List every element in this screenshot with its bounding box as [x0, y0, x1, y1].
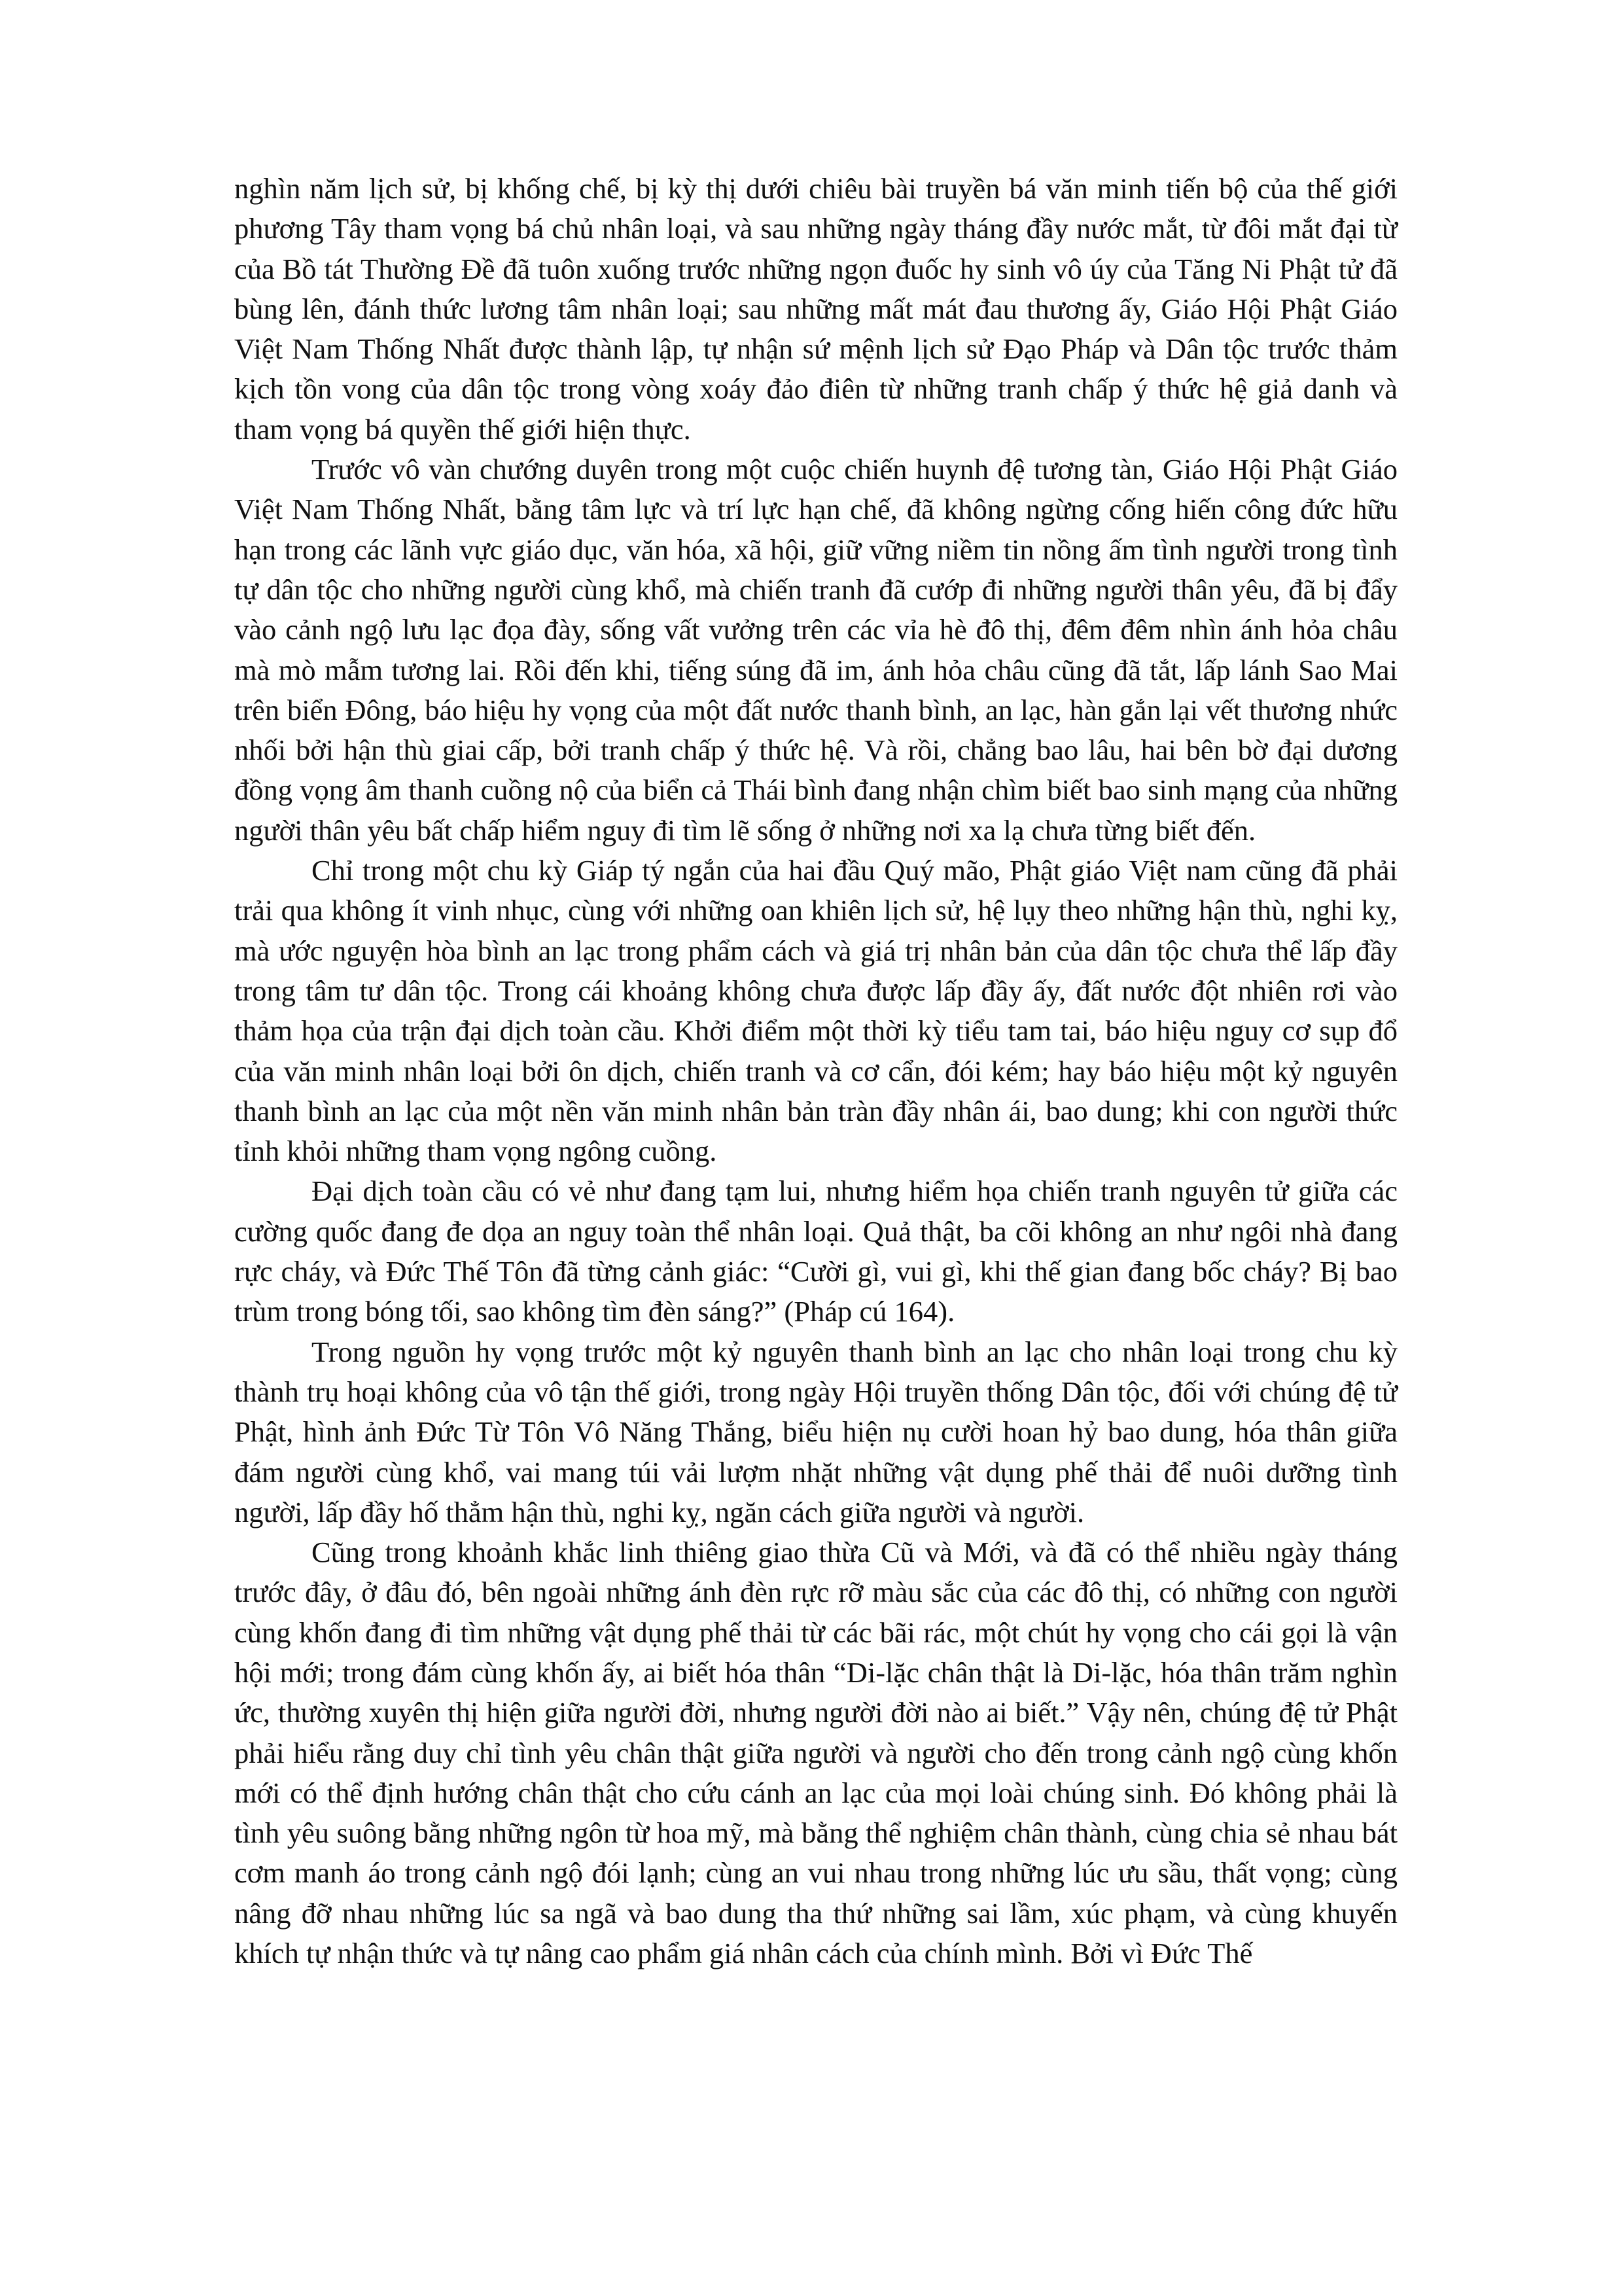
paragraph-4: Đại dịch toàn cầu có vẻ như đang tạm lui, nhưng hiểm họa chiến tranh nguyên tử giữa các cường quốc đang đe dọa an nguy toàn thể nhân loại. Quả thật, ba cõi không an như ngôi nhà đang rực cháy, và Đức Thế Tôn đã từng cảnh giác: “Cười gì, vui gì, khi thế gian đang bốc cháy? Bị bao trùm trong bóng tối, sao không tìm đèn sáng?” (Pháp cú 164).	[234, 1174, 1398, 1328]
paragraph-6: Cũng trong khoảnh khắc linh thiêng giao thừa Cũ và Mới, và đã có thể nhiều ngày tháng trước đây, ở đâu đó, bên ngoài những ánh đèn rực rỡ màu sắc của các đô thị, có những con người cùng khốn đang đi tìm những vật dụng phế thải từ các bãi rác, một chút hy vọng cho cái gọi là vận hội mới; trong đám cùng khốn ấy, ai biết hóa thân “Di-lặc chân thật là Di-lặc, hóa thân trăm nghìn ức, thường xuyên thị hiện giữa người đời, nhưng người đời nào ai biết.” Vậy nên, chúng đệ tử Phật phải hiểu rằng duy chỉ tình yêu chân thật giữa người và người cho đến trong cảnh ngộ cùng khốn mới có thể định hướng chân thật cho cứu cánh an lạc của mọi loài chúng sinh. Đó không phải là tình yêu suông bằng những ngôn từ hoa mỹ, mà bằng thể nghiệm chân thành, cùng chia sẻ nhau bát cơm manh áo trong cảnh ngộ đói lạnh; cùng an vui nhau trong những lúc ưu sầu, thất vọng; cùng nâng đỡ nhau những lúc sa ngã và bao dung tha thứ những sai lầm, xúc phạm, và cùng khuyến khích tự nhận thức và tự nâng cao phẩm giá nhân cách của chính mình. Bởi vì Đức Thế	[234, 1536, 1398, 1970]
document-body	[234, 169, 1398, 1973]
paragraph-3: Chỉ trong một chu kỳ Giáp tý ngắn của hai đầu Quý mão, Phật giáo Việt nam cũng đã phải trải qua không ít vinh nhục, cùng với những oan khiên lịch sử, hệ lụy theo những hận thù, nghi kỵ, mà ước nguyện hòa bình an lạc trong phẩm cách và giá trị nhân bản của dân tộc chưa thể lấp đầy trong tâm tư dân tộc. Trong cái khoảng không chưa được lấp đầy ấy, đất nước đột nhiên rơi vào thảm họa của trận đại dịch toàn cầu. Khởi điểm một thời kỳ tiểu tam tai, báo hiệu nguy cơ sụp đổ của văn minh nhân loại bởi ôn dịch, chiến tranh và cơ cẩn, đói kém; hay báo hiệu một kỷ nguyên thanh bình an lạc của một nền văn minh nhân bản tràn đầy nhân ái, bao dung; khi con người thức tỉnh khỏi những tham vọng ngông cuồng.	[234, 854, 1398, 1168]
paragraph-5: Trong nguồn hy vọng trước một kỷ nguyên thanh bình an lạc cho nhân loại trong chu kỳ thành trụ hoại không của vô tận thế giới, trong ngày Hội truyền thống Dân tộc, đối với chúng đệ tử Phật, hình ảnh Đức Từ Tôn Vô Năng Thắng, biểu hiện nụ cười hoan hỷ bao dung, hóa thân giữa đám người cùng khổ, vai mang túi vải lượm nhặt những vật dụng phế thải để nuôi dưỡng tình người, lấp đầy hố thẳm hận thù, nghi kỵ, ngăn cách giữa người và người.	[234, 1335, 1398, 1528]
paragraph-1: nghìn năm lịch sử, bị khống chế, bị kỳ thị dưới chiêu bài truyền bá văn minh tiến bộ của thế giới phương Tây tham vọng bá chủ nhân loại, và sau những ngày tháng đầy nước mắt, từ đôi mắt đại từ của Bồ tát Thường Đề đã tuôn xuống trước những ngọn đuốc hy sinh vô úy của Tăng Ni Phật tử đã bùng lên, đánh thức lương tâm nhân loại; sau những mất mát đau thương ấy, Giáo Hội Phật Giáo Việt Nam Thống Nhất được thành lập, tự nhận sứ mệnh lịch sử Đạo Pháp và Dân tộc trước thảm kịch tồn vong của dân tộc trong vòng xoáy đảo điên từ những tranh chấp ý thức hệ giả danh và tham vọng bá quyền thế giới hiện thực.	[234, 172, 1398, 446]
paragraph-2: Trước vô vàn chướng duyên trong một cuộc chiến huynh đệ tương tàn, Giáo Hội Phật Giáo Việt Nam Thống Nhất, bằng tâm lực và trí lực hạn chế, đã không ngừng cống hiến công đức hữu hạn trong các lãnh vực giáo dục, văn hóa, xã hội, giữ vững niềm tin nồng ấm tình người trong tình tự dân tộc cho những người cùng khổ, mà chiến tranh đã cướp đi những người thân yêu, đã bị đẩy vào cảnh ngộ lưu lạc đọa đày, sống vất vưởng trên các vỉa hè đô thị, đêm đêm nhìn ánh hỏa châu mà mò mẫm tương lai. Rồi đến khi, tiếng súng đã im, ánh hỏa châu cũng đã tắt, lấp lánh Sao Mai trên biển Đông, báo hiệu hy vọng của một đất nước thanh bình, an lạc, hàn gắn lại vết thương nhức nhối bởi hận thù giai cấp, bởi tranh chấp ý thức hệ. Và rồi, chẳng bao lâu, hai bên bờ đại dương đồng vọng âm thanh cuồng nộ của biển cả Thái bình đang nhận chìm biết bao sinh mạng của những người thân yêu bất chấp hiểm nguy đi tìm lẽ sống ở những nơi xa lạ chưa từng biết đến.	[234, 453, 1398, 847]
